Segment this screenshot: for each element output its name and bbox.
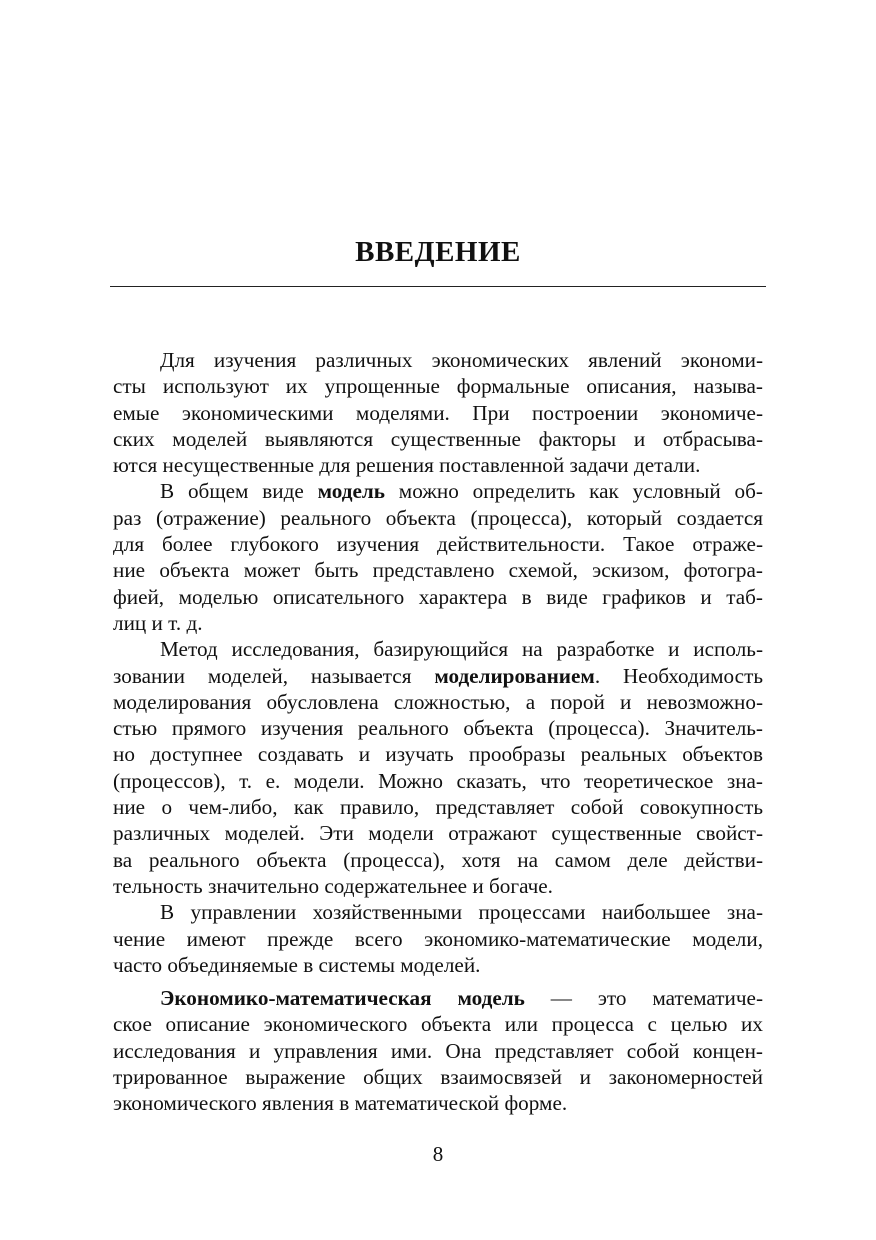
paragraph-spacer [113,978,763,985]
text-line: лиц и т. д. [113,610,203,635]
text-line [113,663,763,689]
text-line: Для изучения различных экономических явлений экономи- [160,348,763,372]
text-line: трированное выражение общих взаимосвязей и закономерностей [113,1065,763,1090]
paragraph [113,985,763,1116]
term-modeling: моделированием [434,663,595,688]
text-line: (процессов), т. е. модели. Можно сказать, что теоретическое зна- [113,768,763,793]
text-line: ва реального объекта (процесса), хотя на самом деле действи- [113,847,763,872]
text-line: емые экономическими моделями. При построении экономиче- [113,400,763,425]
text-line: ются несущественные для решения поставленной задачи детали. [113,453,701,478]
paragraph [113,899,763,978]
text-line: раз (отражение) реального объекта (процесса), который создается [113,505,763,530]
paragraph [113,347,763,478]
text-line: ских моделей выявляются существенные факторы и отбрасыва- [113,426,763,451]
text-line: ние объекта может быть представлено схемой, эскизом, фотогра- [113,558,763,583]
paragraph [113,478,763,636]
text-line: для более глубокого изучения действительности. Такое отраже- [113,532,763,557]
page-heading: ВВЕДЕНИЕ [355,236,521,268]
text-line [113,478,763,504]
text-line: ние о чем-либо, как правило, представляет собой совокупность [113,795,763,820]
text-line: исследования и управления ими. Она представляет собой концен- [113,1038,763,1063]
page-number: 8 [432,1142,444,1166]
body-text [113,347,763,1117]
text-line: стью прямого изучения реального объекта (процесса). Значитель- [113,716,763,741]
term-model: модель [317,479,385,504]
text-run: можно определить как условный об- [384,479,763,504]
paragraph [113,636,763,899]
text-line: различных моделей. Эти модели отражают существенные свойст- [113,821,763,846]
text-line [113,985,763,1011]
heading-rule [110,286,766,287]
text-line: фией, моделью описательного характера в виде графиков и таб- [113,584,763,609]
text-line: чение имеют прежде всего экономико-математические модели, [113,926,763,951]
text-line: моделирования обусловлена сложностью, а порой и невозможно- [113,689,763,714]
text-run: В общем виде [160,479,318,504]
text-run: зовании моделей, называется [113,663,435,688]
text-line: но доступнее создавать и изучать прообразы реальных объектов [113,742,763,767]
term-economic-math-model: Экономико-математическая модель [160,986,525,1011]
text-run: — это математиче- [524,986,763,1011]
text-line: Метод исследования, базирующийся на разработке и исполь- [160,637,763,662]
text-line: часто объединяемые в системы моделей. [113,952,481,977]
text-line: экономического явления в математической форме. [113,1091,568,1116]
text-line: тельность значительно содержательнее и богаче. [113,873,553,898]
text-line: В управлении хозяйственными процессами наибольшее зна- [160,900,763,925]
text-line: сты используют их упрощенные формальные описания, называ- [113,374,763,399]
text-run: . Необходимость [594,663,764,688]
text-line: ское описание экономического объекта или процесса с целью их [113,1012,763,1037]
